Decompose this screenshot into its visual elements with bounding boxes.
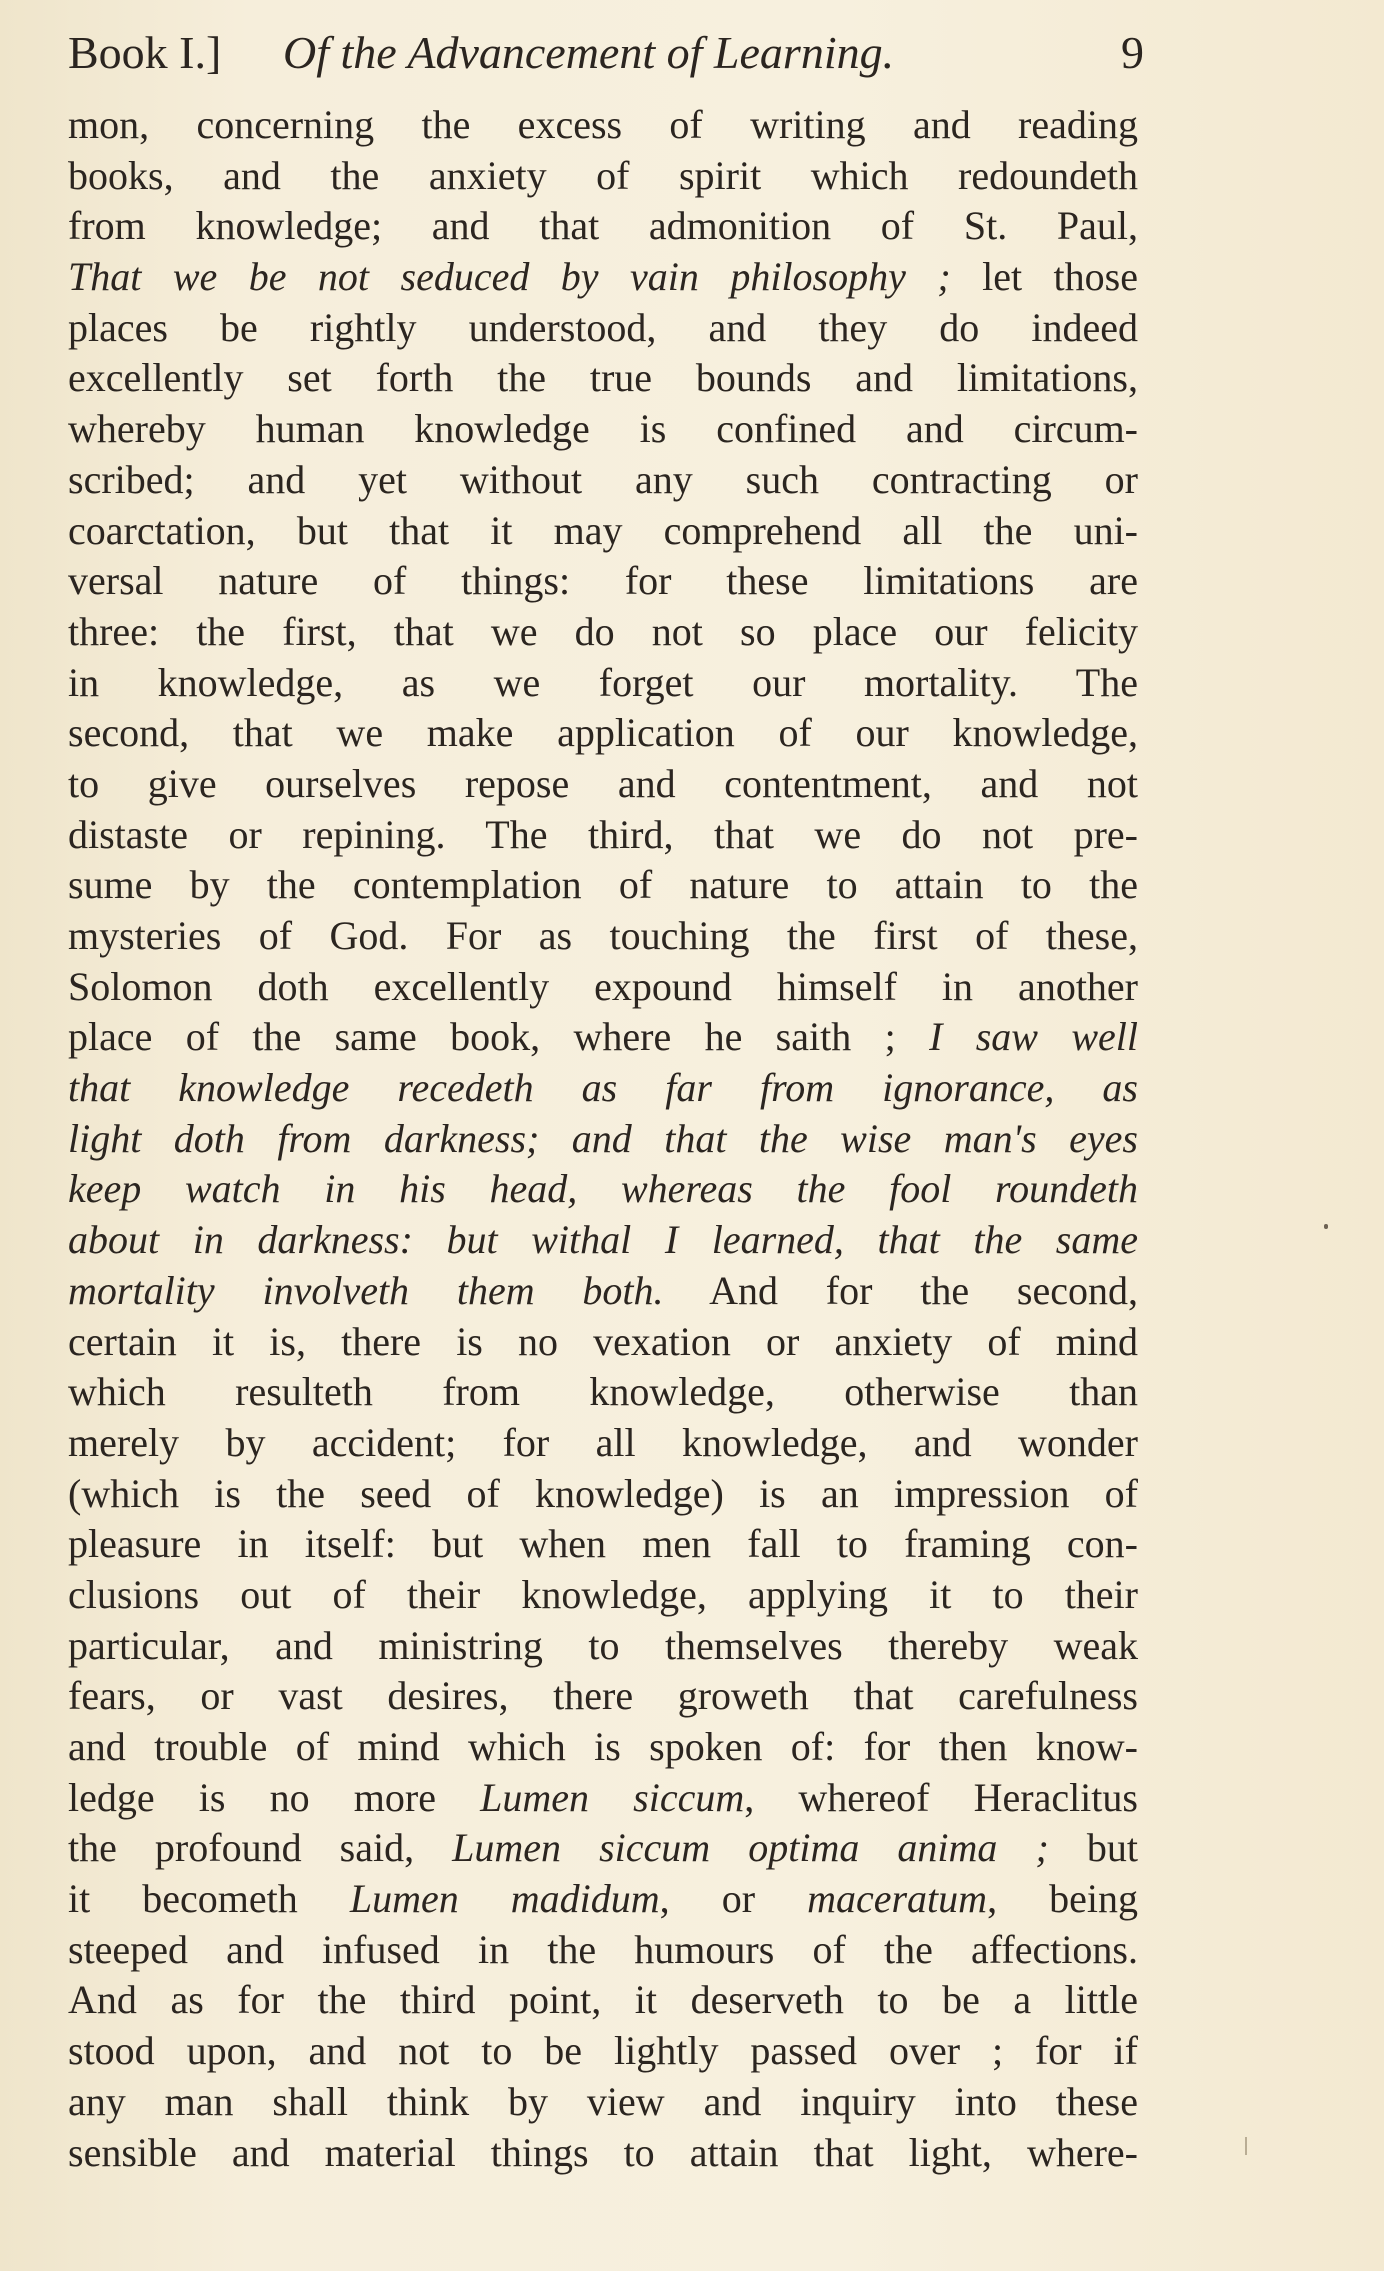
text-line [68, 2128, 1138, 2179]
text-line [68, 1164, 1138, 1215]
text-segment: books, and the anxiety of spirit which redoundeth [68, 152, 1138, 198]
text-line [68, 1671, 1138, 1722]
text-line [68, 1367, 1138, 1418]
italic-segment: light doth from darkness; and that the wise man's eyes [68, 1115, 1138, 1161]
text-line [68, 911, 1138, 962]
text-segment: sume by the contemplation of nature to attain to the [68, 862, 1138, 908]
text-line [68, 1975, 1138, 2026]
text-line [68, 1317, 1138, 1368]
text-segment: steeped and infused in the humours of the affections. [68, 1926, 1138, 1972]
text-line [68, 1012, 1138, 1063]
text-segment: distaste or repining. The third, that we do not pre- [68, 811, 1138, 857]
text-segment: ledge is no more [68, 1774, 481, 1820]
text-segment: whereby human knowledge is confined and circum- [68, 406, 1138, 452]
text-line [68, 1874, 1138, 1925]
text-line [68, 1722, 1138, 1773]
italic-segment: That we be not seduced by vain philosophy ; [68, 254, 951, 300]
paper-mark [1245, 2137, 1247, 2155]
text-line [68, 1773, 1138, 1824]
text-segment: let those [950, 254, 1138, 300]
text-segment: second, that we make application of our knowledge, [68, 710, 1138, 756]
text-segment: (which is the seed of knowledge) is an impression of [68, 1470, 1138, 1516]
italic-segment: that knowledge recedeth as far from ignorance, as [68, 1065, 1138, 1111]
text-segment: pleasure in itself: but when men fall to framing con- [68, 1521, 1138, 1567]
text-line [68, 353, 1138, 404]
text-segment: three: the first, that we do not so place our felicity [68, 608, 1138, 654]
text-segment: coarctation, but that it may comprehend all the uni- [68, 507, 1138, 553]
text-segment: places be rightly understood, and they do indeed [68, 304, 1138, 350]
text-segment: which resulteth from knowledge, otherwise than [68, 1369, 1138, 1415]
italic-segment: maceratum [807, 1876, 988, 1922]
text-segment: it becometh [68, 1876, 350, 1922]
text-line [68, 201, 1138, 252]
text-segment: sensible and material things to attain that light, where- [68, 2129, 1138, 2175]
book-label: Book I.] [68, 27, 222, 78]
text-segment: to give ourselves repose and contentment, and not [68, 760, 1138, 806]
text-segment: but [1048, 1825, 1138, 1871]
text-segment: mysteries of God. For as touching the first of these, [68, 913, 1138, 958]
text-segment: excellently set forth the true bounds and limitations, [68, 355, 1138, 401]
text-segment: and trouble of mind which is spoken of: for then know- [68, 1724, 1138, 1769]
text-line [68, 1469, 1138, 1520]
text-line [68, 1215, 1138, 1266]
italic-segment: I saw well [929, 1014, 1138, 1060]
text-segment: And for the second, [663, 1267, 1138, 1313]
text-line [68, 100, 1138, 151]
text-line [68, 708, 1138, 759]
italic-segment: mortality involveth them both. [68, 1267, 664, 1313]
text-line [68, 860, 1138, 911]
text-line [68, 1621, 1138, 1672]
text-segment: fears, or vast desires, there groweth that carefulness [68, 1673, 1138, 1719]
text-segment: merely by accident; for all knowledge, and wonder [68, 1419, 1138, 1465]
running-header [68, 18, 1144, 88]
italic-segment: keep watch in his head, whereas the fool roundeth [68, 1166, 1138, 1212]
text-line [68, 2026, 1138, 2077]
text-line [68, 252, 1138, 303]
text-segment: , or [659, 1876, 808, 1922]
text-segment: , whereof Heraclitus [744, 1774, 1138, 1820]
italic-segment: Lumen madidum [349, 1876, 660, 1922]
text-line [68, 1519, 1138, 1570]
text-line [68, 962, 1138, 1013]
text-line [68, 404, 1138, 455]
text-segment: And as for the third point, it deserveth to be a little [68, 1977, 1138, 2023]
text-line [68, 759, 1138, 810]
text-segment: particular, and ministring to themselves thereby weak [68, 1622, 1138, 1668]
italic-segment: about in darkness: but withal I learned, that the same [68, 1217, 1138, 1263]
text-line [68, 1823, 1138, 1874]
text-line [68, 658, 1138, 709]
text-segment: the profound said, [68, 1825, 453, 1871]
text-line [68, 151, 1138, 202]
text-segment: versal nature of things: for these limitations are [68, 558, 1138, 604]
text-segment: from knowledge; and that admonition of St. Paul, [68, 203, 1138, 249]
text-line [68, 810, 1138, 861]
text-line [68, 1266, 1138, 1317]
text-line [68, 2077, 1138, 2128]
italic-segment: Lumen siccum [480, 1774, 745, 1820]
text-segment: in knowledge, as we forget our mortality. The [68, 659, 1138, 705]
text-segment: mon, concerning the excess of writing and reading [68, 102, 1138, 147]
text-segment: scribed; and yet without any such contracting or [68, 456, 1138, 502]
text-line [68, 556, 1138, 607]
text-segment: any man shall think by view and inquiry into these [68, 2078, 1138, 2124]
running-title: Of the Advancement of Learning. [283, 27, 895, 78]
paper-speck [1324, 1224, 1328, 1229]
text-line [68, 455, 1138, 506]
text-segment: place of the same book, where he saith ; [68, 1014, 930, 1060]
text-segment: Solomon doth excellently expound himself in another [68, 963, 1138, 1009]
text-segment: clusions out of their knowledge, applying it to their [68, 1571, 1138, 1617]
italic-segment: Lumen siccum optima anima ; [452, 1825, 1049, 1871]
body-text [68, 100, 1138, 2178]
text-segment: stood upon, and not to be lightly passed over ; for if [68, 2028, 1138, 2074]
text-line [68, 1418, 1138, 1469]
page-number: 9 [1121, 27, 1144, 78]
text-line [68, 607, 1138, 658]
text-line [68, 1570, 1138, 1621]
text-line [68, 1063, 1138, 1114]
text-line [68, 506, 1138, 557]
text-segment: certain it is, there is no vexation or anxiety of mind [68, 1318, 1138, 1364]
text-line [68, 1114, 1138, 1165]
text-line [68, 303, 1138, 354]
text-segment: , being [987, 1876, 1138, 1922]
text-line [68, 1925, 1138, 1976]
